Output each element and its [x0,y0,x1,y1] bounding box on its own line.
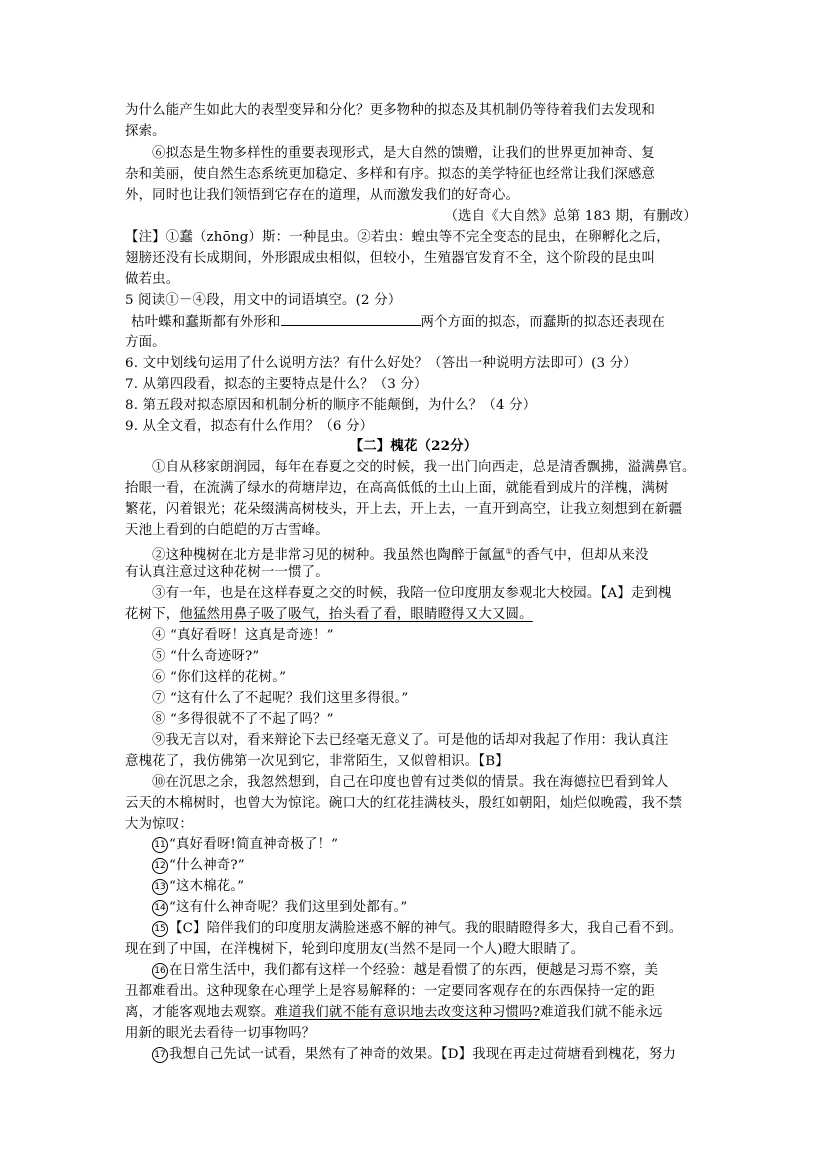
dialogue-line: ⑦ “这有什么了不起呢？我们这里多得很。” [152,691,409,706]
answer-blank[interactable] [281,313,421,326]
paragraph-number: 16 [152,963,168,979]
text-line: 外，同时也让我们领悟到它存在的道理，从而激发我们的好奇心。 [125,188,520,203]
question-8: 8. 第五段对拟态原因和机制分析的顺序不能颠倒，为什么？（4 分） [125,398,537,413]
text-span: “这有什么神奇呢？我们这里到处都有。” [169,900,408,915]
text-span: 离，才能客观地去观察。 [125,1005,275,1020]
text-line: 云天的木棉树时，也曾大为惊诧。碗口大的红花挂满枝头，殷红如朝阳，灿烂似晚霞，我不禁 [125,796,683,811]
text-line: 天池上看到的白皑皑的万古雪峰。 [125,523,329,538]
text-line: ③有一年，也是在这样春夏之交的时候，我陪一位印度朋友参观北大校园。【A】走到槐 [152,586,672,601]
text-span: “真好看呀!简直神奇极了！” [169,837,339,852]
text-line: 意槐花了，我仿佛第一次见到它，非常陌生，又似曾相识。【B】 [125,754,509,769]
text-span: 难道我们就不能永远 [540,1005,663,1020]
text-line: 大为惊叹： [125,817,193,832]
text-line: 繁花，闪着银光；花朵缀满高树枝头，开上去，开上去，一直开到高空，让我立刻想到在新疆 [125,502,683,517]
dialogue-line: ⑧ “多得很就不了不起了吗？” [152,712,334,727]
text-span: 【C】陪伴我们的印度朋友满脸迷惑不解的神气。我的眼睛瞪得多大，我自己看不到。 [169,921,683,936]
text-span: “什么神奇?” [169,858,245,873]
source-citation: （选自《大自然》总第 183 期，有删改） [444,209,697,224]
text-line: 抬眼一看，在流满了绿水的荷塘岸边，在高高低低的土山上面，就能看到成片的洋槐，满树 [125,481,669,496]
paragraph-number: 14 [152,900,168,916]
dialogue-line: ⑥ “你们这样的花树。” [152,670,287,685]
paragraph-number: 13 [152,879,168,895]
text-line: 有认真注意过这种花树一一惯了。 [125,565,329,580]
dialogue-line [152,899,407,916]
dialogue-line [152,878,244,895]
question-6: 6. 文中划线句运用了什么说明方法？有什么好处？（答出一种说明方法即可）(3 分） [125,356,637,371]
note-line: 翅膀还没有长成期间，外形跟成虫相似，但较小，生殖器官发育不全，这个阶段的昆虫叫 [125,251,656,266]
text-span: 在日常生活中，我们都有这样一个经验：越是看惯了的东西，便越是习焉不察，美 [169,963,659,978]
text-span: 我想自己先试一试看，果然有了神奇的效果。【D】我现在再走过荷塘看到槐花，努力 [169,1047,677,1062]
text-line [125,606,533,623]
text-line [152,1046,676,1063]
text-span: ②这种槐树在北方是非常习见的树种。我虽然也陶醉于氤氲 [152,548,506,563]
text-line [152,920,682,937]
note-line: 做若虫。 [125,272,180,287]
text-line: 方面。 [125,335,166,350]
text-line [125,1004,662,1021]
underlined-sentence: 难道我们就不能有意识地去改变这种习惯吗? [274,1005,541,1020]
text-line: ①自从移家朗润园，每年在春夏之交的时候，我一出门向西走，总是清香飘拂，溢满鼻官。 [152,460,696,475]
note-line: 【注】①蠢（zhōng）斯：一种昆虫。②若虫：蝗虫等不完全变态的昆虫，在卵孵化之后， [125,230,670,245]
text-line: 杂和美丽，使自然生态系统更加稳定、多样和有序。拟态的美学特征也经常让我们深感意 [125,167,656,182]
dialogue-line [152,836,338,853]
dialogue-line: ④ “真好看呀！这真是奇迹！” [152,628,334,643]
underlined-sentence: 他猛然用鼻子吸了吸气，抬头看了看，眼睛瞪得又大又圆。 [179,607,533,622]
text-span: 的香气中，但却从来没 [512,548,649,563]
question-5: 5 阅读①－④段，用文中的词语填空。(2 分） [125,293,402,308]
paragraph-number: 15 [152,921,168,937]
fill-blank-text-after: 两个方面的拟态，而蠢斯的拟态还表现在 [420,315,666,330]
text-line [152,962,658,979]
text-span: “这木棉花。” [169,879,245,894]
text-line: ⑨我无言以对，看来辩论下去已经毫无意义了。可是他的话却对我起了作用：我认真注 [152,733,669,748]
question-9: 9. 从全文看，拟态有什么作用？（6 分） [125,419,374,434]
text-line: 为什么能产生如此大的表型变异和分化？更多物种的拟态及其机制仍等待着我们去发现和 [125,103,656,118]
text-line: ⑩在沉思之余，我忽然想到，自己在印度也曾有过类似的情景。我在海德拉巴看到耸人 [152,775,669,790]
fill-blank-text-before: 枯叶蝶和蠢斯都有外形和 [131,315,281,330]
section-heading: 【二】槐花（22分） [349,438,478,454]
fill-blank-line [131,313,665,331]
text-span: 花树下， [125,607,180,622]
paragraph-number: 12 [152,858,168,874]
dialogue-line [152,857,245,874]
paragraph-number: 17 [152,1047,168,1063]
text-line: 探索。 [125,124,166,139]
paragraph-number: 11 [152,837,168,853]
question-7: 7. 从第四段看，拟态的主要特点是什么？（3 分） [125,377,428,392]
footnote-marker: ① [505,547,513,556]
dialogue-line: ⑤ “什么奇迹呀?” [152,649,260,664]
text-line: 现在到了中国，在洋槐树下，轮到印度朋友(当然不是同一个人)瞪大眼睛了。 [125,942,585,957]
text-line: 丑都难看出。这种现象在心理学上是容易解释的：一定要同客观存在的东西保持一定的距 [125,984,656,999]
text-line [152,543,649,564]
text-line: ⑥拟态是生物多样性的重要表现形式，是大自然的馈赠，让我们的世界更加神奇、复 [152,146,655,161]
text-line: 用新的眼光去看待一切事物吗？ [125,1026,316,1041]
